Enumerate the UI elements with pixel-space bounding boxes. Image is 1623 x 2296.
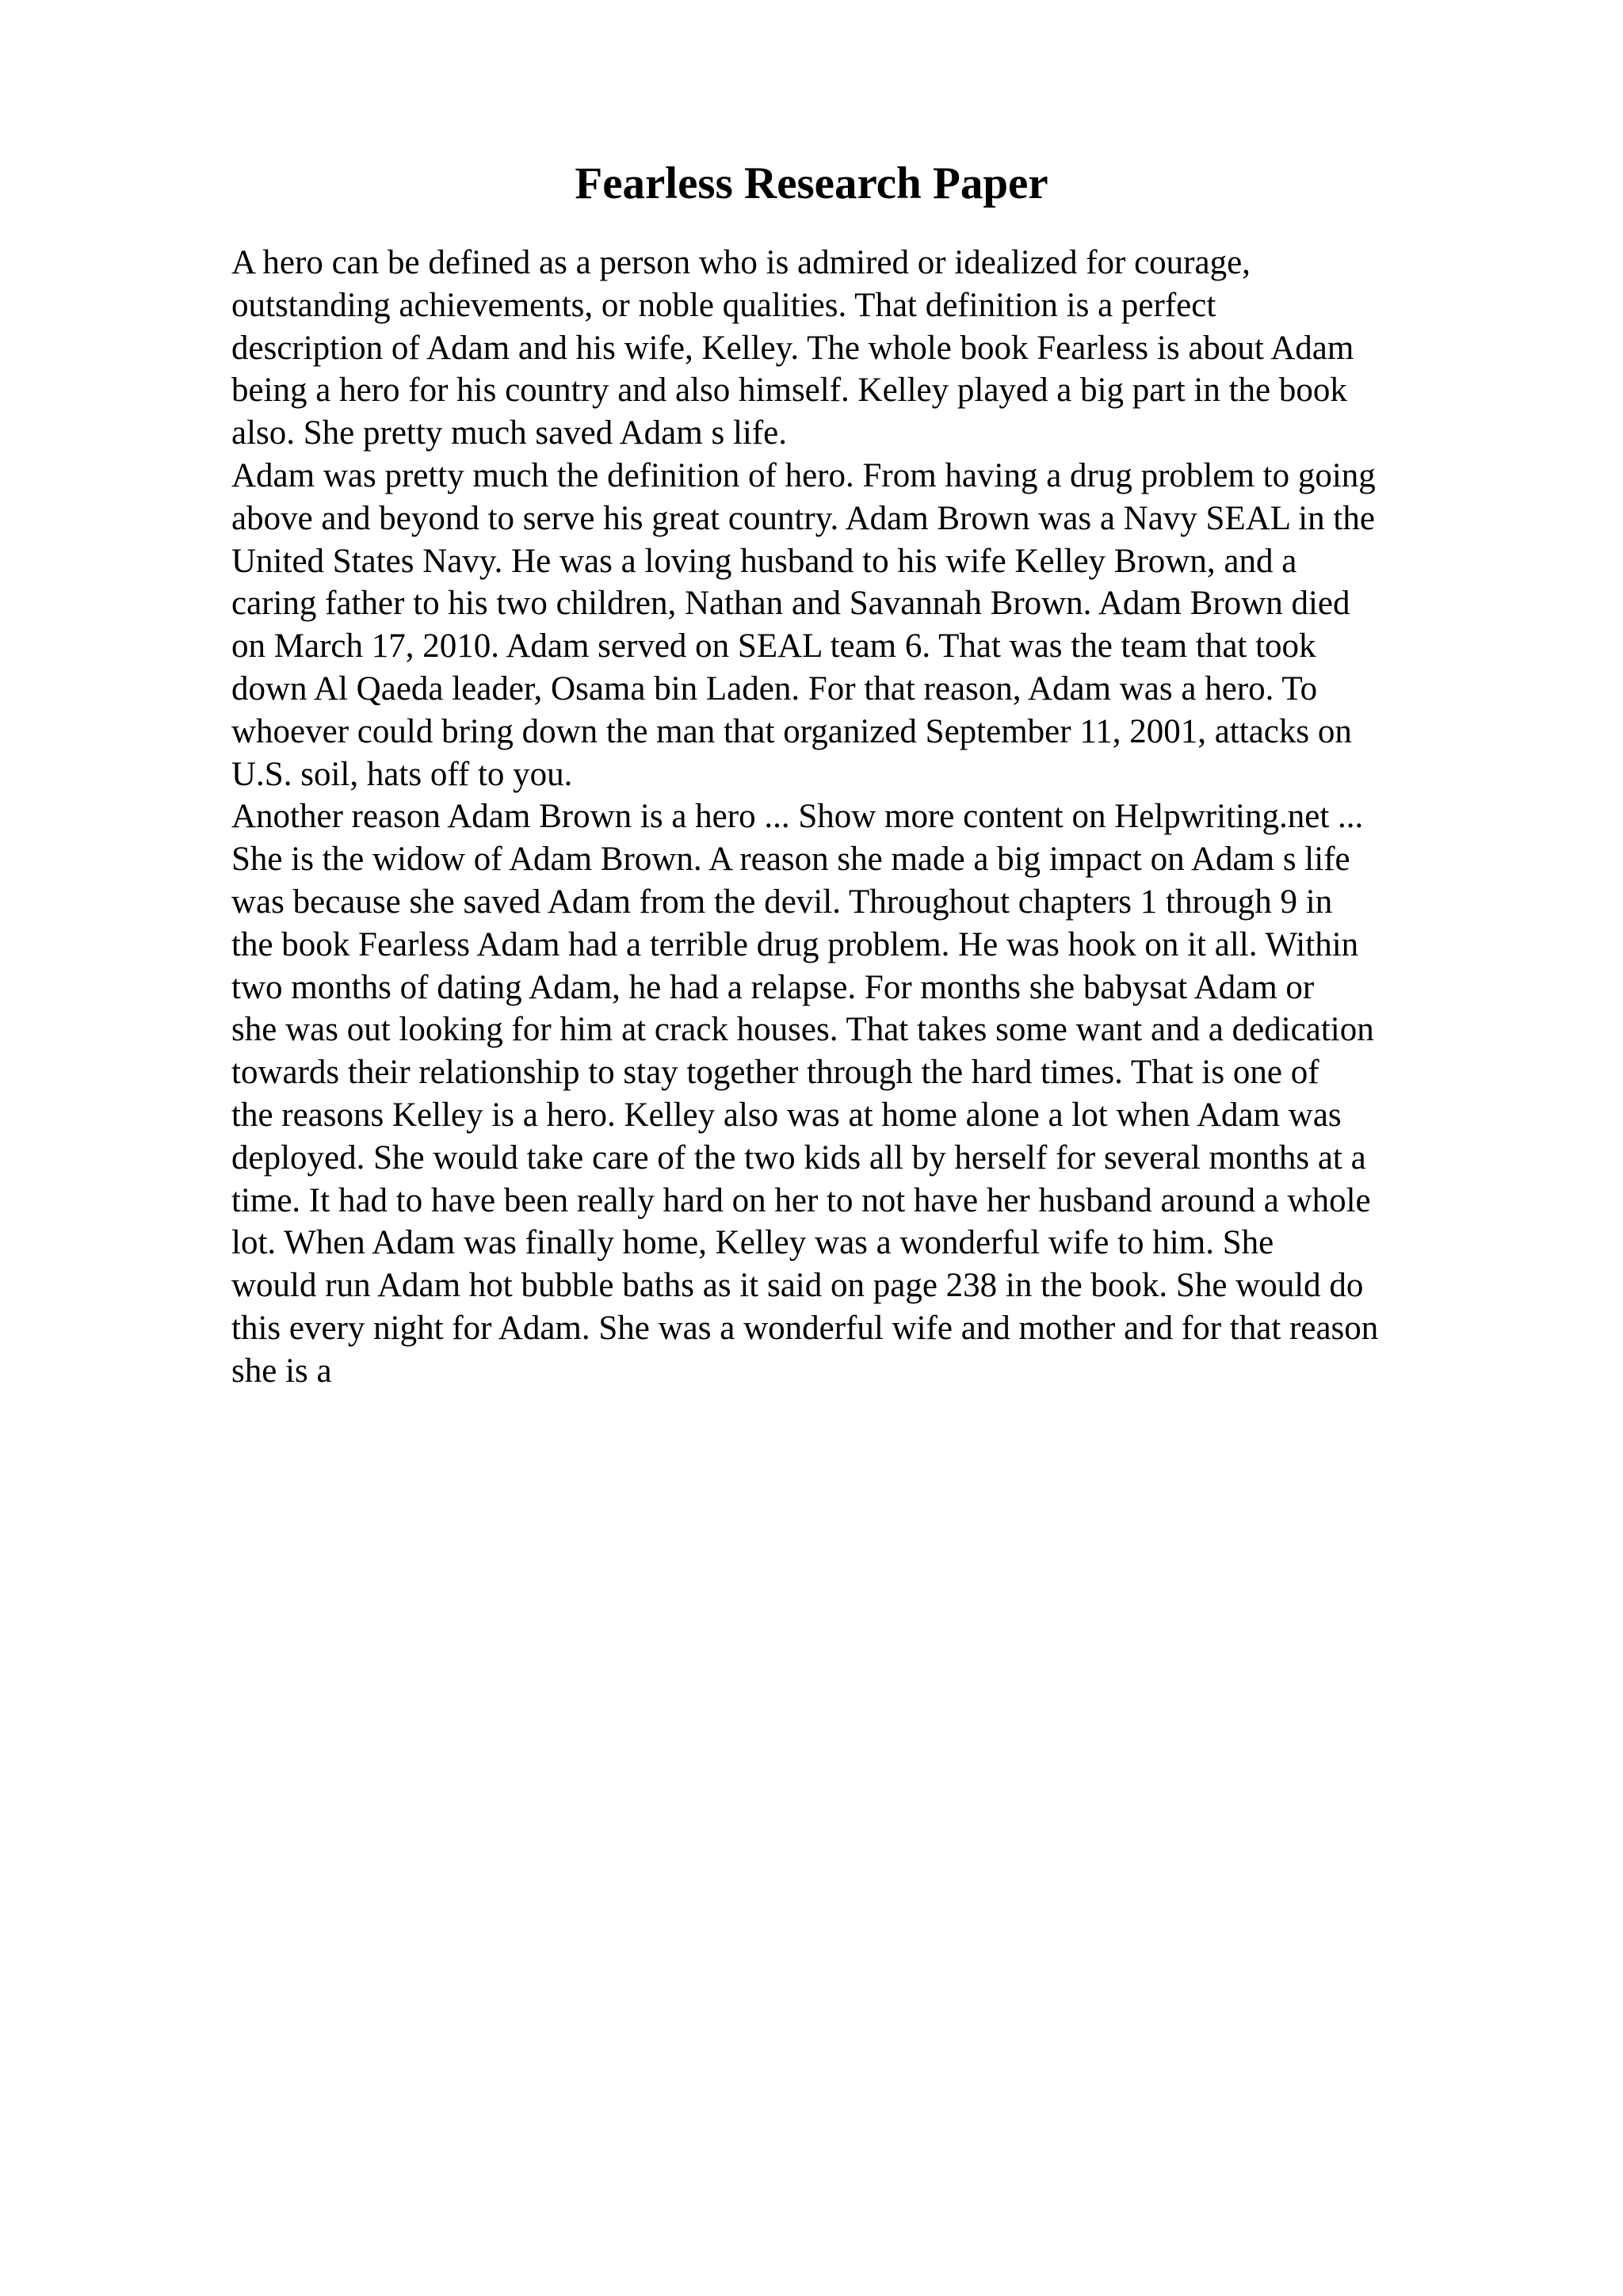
- text-line: U.S. soil, hats off to you.: [231, 755, 573, 793]
- text-line: United States Navy. He was a loving husband to his wife Kelley Brown, and a: [231, 542, 1297, 580]
- text-line: down Al Qaeda leader, Osama bin Laden. For that reason, Adam was a hero. To: [231, 669, 1318, 707]
- text-line: outstanding achievements, or noble qualities. That definition is a perfect: [231, 286, 1216, 324]
- text-line: also. She pretty much saved Adam s life.: [231, 414, 787, 452]
- document-body: [231, 242, 1499, 1393]
- text-line: this every night for Adam. She was a wonderful wife and mother and for that reason: [231, 1309, 1379, 1347]
- text-line: would run Adam hot bubble baths as it said on page 238 in the book. She would do: [231, 1267, 1364, 1305]
- text-line: she was out looking for him at crack houses. That takes some want and a dedication: [231, 1011, 1374, 1049]
- text-line: above and beyond to serve his great country. Adam Brown was a Navy SEAL in the: [231, 499, 1375, 537]
- text-line: deployed. She would take care of the two kids all by herself for several months at a: [231, 1138, 1366, 1177]
- text-line: Another reason Adam Brown is a hero ... Show more content on Helpwriting.net ...: [231, 798, 1364, 836]
- text-line: the book Fearless Adam had a terrible drug problem. He was hook on it all. Within: [231, 925, 1359, 963]
- text-line: lot. When Adam was finally home, Kelley was a wonderful wife to him. She: [231, 1224, 1274, 1262]
- text-line: description of Adam and his wife, Kelley. The whole book Fearless is about Adam: [231, 329, 1354, 367]
- document-title: Fearless Research Paper: [575, 158, 1048, 208]
- text-line: time. It had to have been really hard on her to not have her husband around a whole: [231, 1181, 1371, 1219]
- text-line: whoever could bring down the man that organized September 11, 2001, attacks on: [231, 712, 1352, 750]
- text-line: the reasons Kelley is a hero. Kelley also was at home alone a lot when Adam was: [231, 1096, 1342, 1134]
- text-line: was because she saved Adam from the devil. Throughout chapters 1 through 9 in: [231, 883, 1333, 921]
- text-line: being a hero for his country and also himself. Kelley played a big part in the book: [231, 372, 1347, 410]
- text-line: Adam was pretty much the definition of hero. From having a drug problem to going: [231, 456, 1376, 494]
- text-line: She is the widow of Adam Brown. A reason she made a big impact on Adam s life: [231, 841, 1350, 879]
- text-line: caring father to his two children, Nathan and Savannah Brown. Adam Brown died: [231, 585, 1350, 623]
- text-line: towards their relationship to stay together through the hard times. That is one of: [231, 1054, 1319, 1092]
- text-line: she is a: [231, 1352, 332, 1390]
- text-line: A hero can be defined as a person who is admired or idealized for courage,: [231, 244, 1251, 281]
- text-line: on March 17, 2010. Adam served on SEAL team 6. That was the team that took: [231, 627, 1316, 666]
- text-line: two months of dating Adam, he had a relapse. For months she babysat Adam or: [231, 968, 1315, 1006]
